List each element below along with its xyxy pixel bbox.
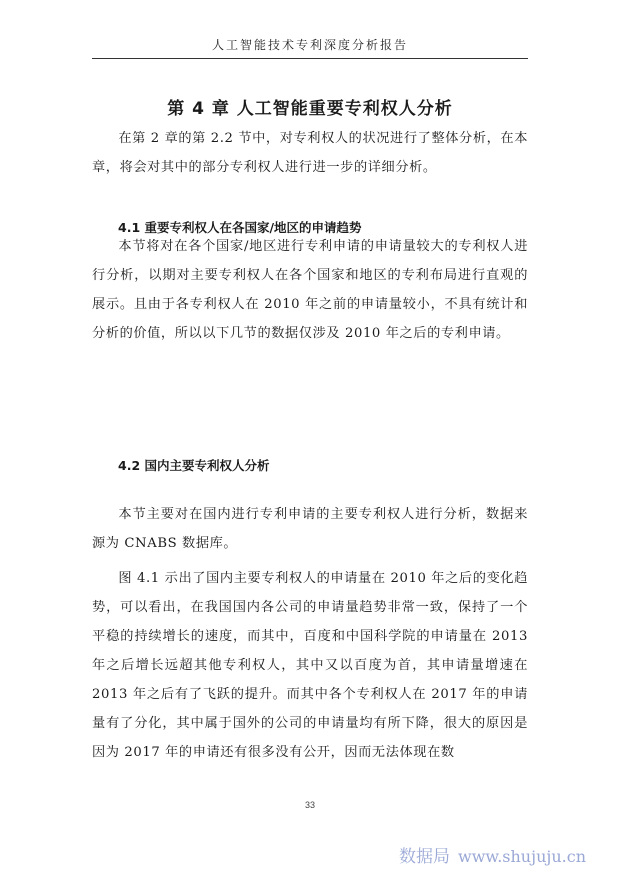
section-4-1-paragraph: 本节将对在各个国家/地区进行专利申请的申请量较大的专利权人进行分析，以期对主要专利权人在各个国家和地区的专利布局进行直观的展示。且由于各专利权人在 2010 年之前的申请量较小，不具有统计和分析的价值，所以以下几节的数据仅涉及 2010 年之后的专利申请。 — [92, 239, 528, 341]
chapter-title: 第 4 章 人工智能重要专利权人分析 — [167, 99, 453, 119]
page-number: 33 — [304, 800, 315, 810]
running-header: 人工智能技术专利深度分析报告 — [211, 38, 408, 52]
intro-paragraph: 在第 2 章的第 2.2 节中，对专利权人的状况进行了整体分析，在本章，将会对其中的部分专利权人进行进一步的详细分析。 — [92, 131, 528, 175]
section-4-2-paragraph-1: 本节主要对在国内进行专利申请的主要专利权人进行分析，数据来源为 CNABS 数据库。 — [92, 507, 528, 551]
watermark-url: www.shujuju.cn — [458, 847, 586, 866]
section-4-1-heading: 4.1 重要专利权人在各国家/地区的申请趋势 — [118, 220, 362, 235]
watermark-brand: 数据局 — [399, 847, 451, 867]
section-4-2-heading: 4.2 国内主要专利权人分析 — [118, 458, 270, 473]
watermark — [399, 842, 586, 867]
section-4-2-paragraph-2: 图 4.1 示出了国内主要专利权人的申请量在 2010 年之后的变化趋势，可以看出，在我国国内各公司的申请量趋势非常一致，保持了一个平稳的持续增长的速度，而其中，百度和中国科学院的申请量在 2013 年之后增长远超其他专利权人，其中又以百度为首，其申请量增速在 2013 年之后有了飞跃的提升。而其中各个专利权人在 2017 年的申请量有了分化，其中属于国外的公司的申请量均有所下降，很大的原因是因为 2017 年的申请还有很多没有公开，因而无法体现在数 — [92, 571, 528, 760]
header-divider — [92, 58, 528, 59]
